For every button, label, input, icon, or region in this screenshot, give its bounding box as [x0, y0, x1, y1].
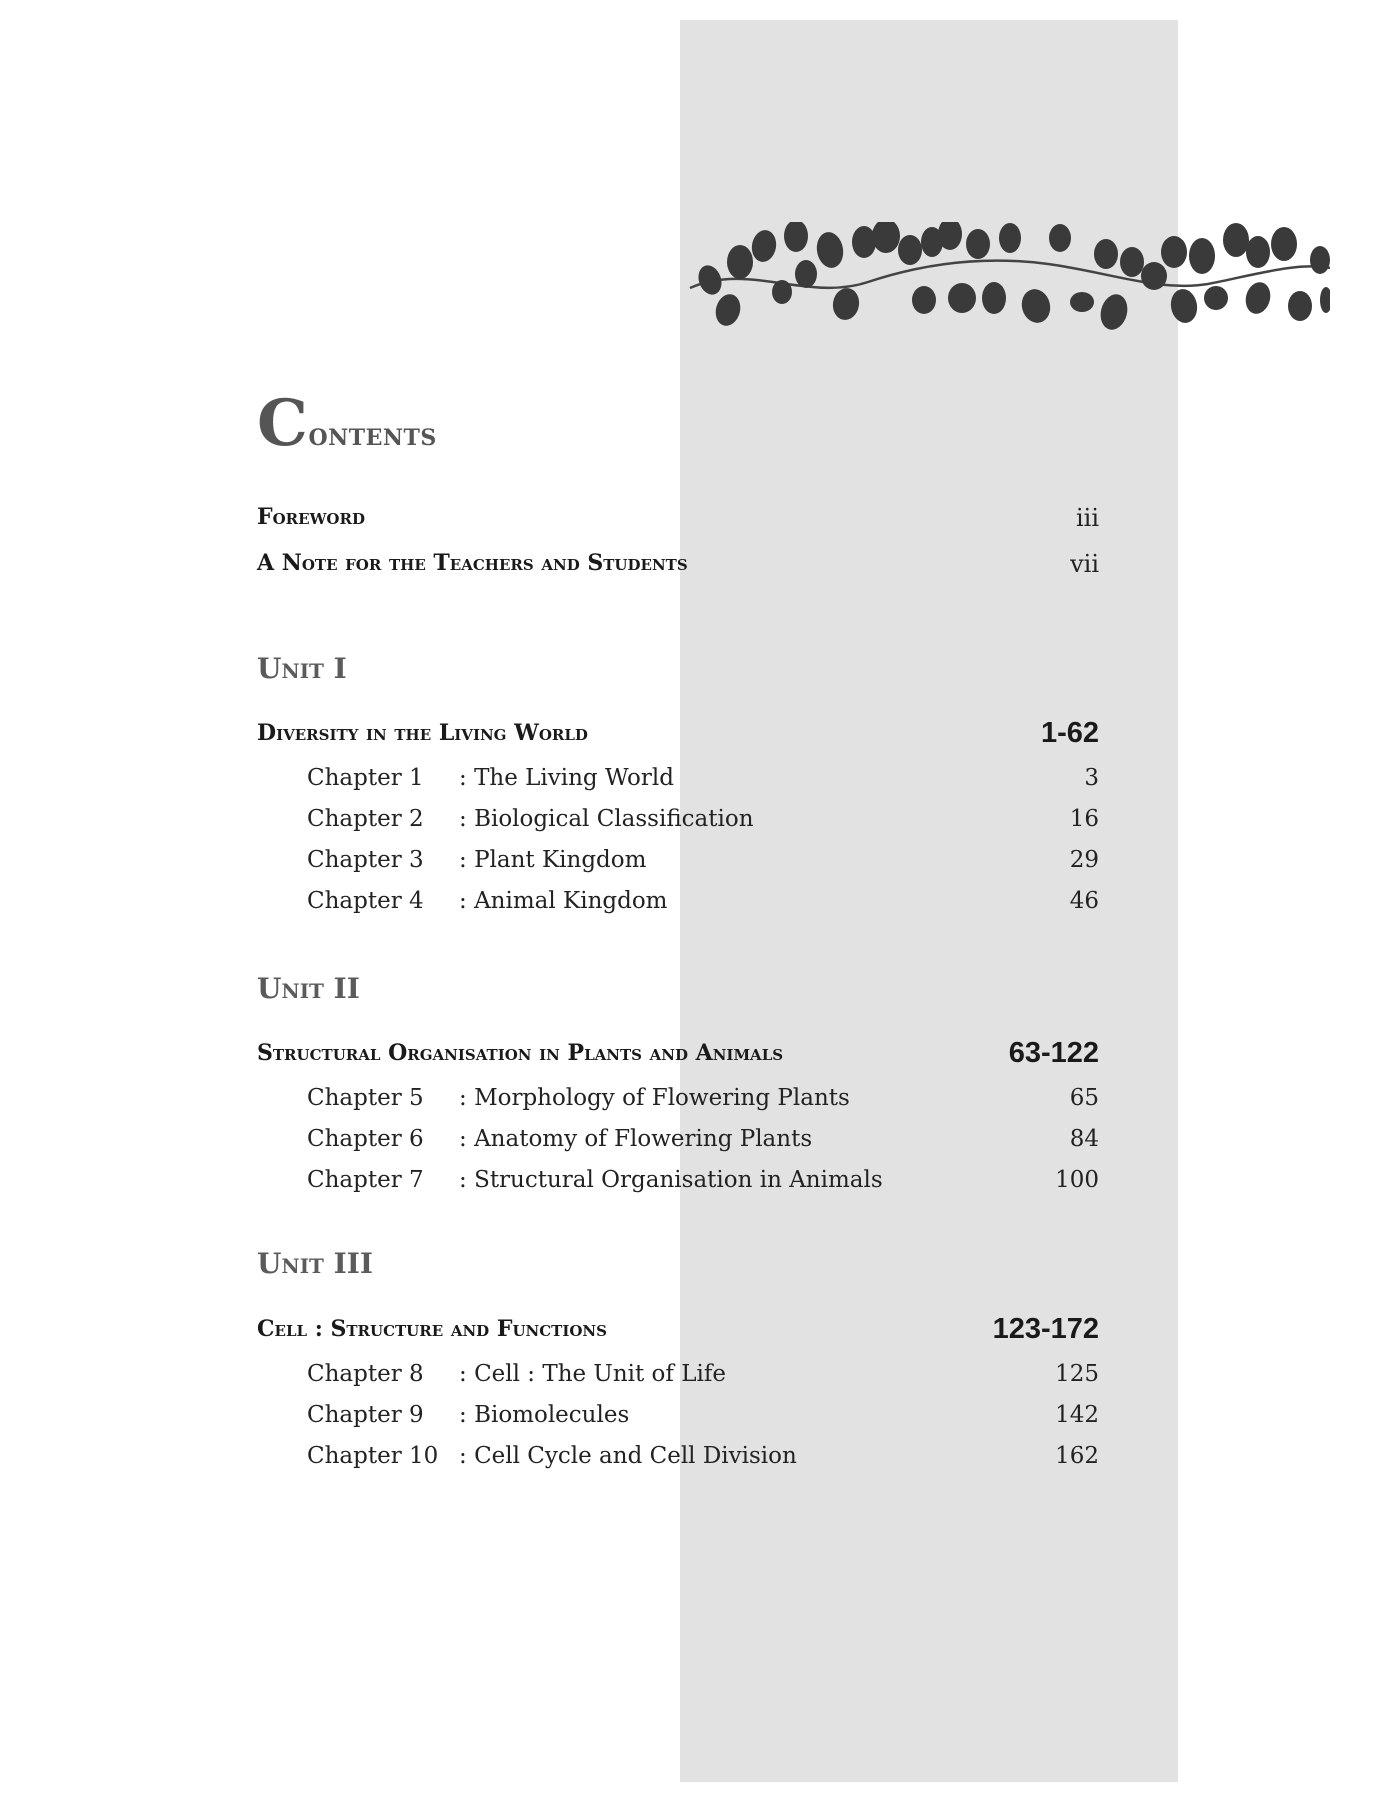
- section-pages: 1-62: [1040, 717, 1099, 749]
- unit-heading: Unit I: [257, 652, 347, 685]
- section-title: Cell : Structure and Functions: [257, 1316, 607, 1342]
- chapter-number: Chapter 8: [307, 1361, 424, 1387]
- toc-entry-label: A Note for the Teachers and Students: [257, 550, 688, 576]
- section-pages: 63-122: [1008, 1037, 1099, 1069]
- unit-heading: Unit III: [257, 1247, 373, 1280]
- toc-chapter[interactable]: Chapter 6 : Anatomy of Flowering Plants 84: [307, 1126, 1099, 1152]
- unit-heading: Unit II: [257, 972, 360, 1005]
- toc-front-note[interactable]: [257, 550, 1099, 590]
- chapter-number: Chapter 9: [307, 1402, 424, 1428]
- leaf-vine-decoration: [688, 222, 1330, 354]
- section-title: Diversity in the Living World: [257, 720, 588, 746]
- toc-entry-page: iii: [1075, 504, 1099, 532]
- chapter-title: Morphology of Flowering Plants: [474, 1085, 850, 1111]
- chapter-number: Chapter 10: [307, 1443, 439, 1469]
- chapter-page: 100: [1055, 1167, 1099, 1193]
- chapter-page: 84: [1069, 1126, 1099, 1152]
- chapter-page: 29: [1069, 847, 1099, 873]
- chapter-page: 65: [1069, 1085, 1099, 1111]
- toc-chapter[interactable]: Chapter 7 : Structural Organisation in Animals 100: [307, 1167, 1099, 1193]
- chapter-page: 16: [1069, 806, 1099, 832]
- chapter-number: Chapter 1: [307, 765, 424, 791]
- chapter-title: The Living World: [474, 765, 674, 791]
- chapter-title: Cell Cycle and Cell Division: [474, 1443, 797, 1469]
- toc-section[interactable]: [257, 717, 1099, 760]
- chapter-number: Chapter 7: [307, 1167, 424, 1193]
- toc-section[interactable]: [257, 1037, 1099, 1080]
- chapter-number: Chapter 3: [307, 847, 424, 873]
- toc-chapter[interactable]: Chapter 2 : Biological Classification 16: [307, 806, 1099, 832]
- toc-section[interactable]: [257, 1313, 1099, 1356]
- toc-entry-page: vii: [1070, 550, 1099, 578]
- chapter-number: Chapter 4: [307, 888, 424, 914]
- chapter-title: Anatomy of Flowering Plants: [474, 1126, 813, 1152]
- page-title: Contents: [257, 386, 437, 461]
- chapter-title: Biological Classification: [474, 806, 754, 832]
- toc-chapter[interactable]: Chapter 5 : Morphology of Flowering Plants 65: [307, 1085, 1099, 1111]
- chapter-page: 162: [1055, 1443, 1099, 1469]
- chapter-page: 3: [1084, 765, 1099, 791]
- toc-chapter[interactable]: Chapter 8 : Cell : The Unit of Life 125: [307, 1361, 1099, 1387]
- toc-chapter[interactable]: Chapter 4 : Animal Kingdom 46: [307, 888, 1099, 914]
- section-pages: 123-172: [992, 1313, 1099, 1345]
- section-title: Structural Organisation in Plants and Animals: [257, 1040, 784, 1066]
- chapter-title: Biomolecules: [474, 1402, 630, 1428]
- chapter-title: Cell : The Unit of Life: [474, 1361, 726, 1387]
- toc-front-foreword[interactable]: [257, 504, 1099, 544]
- chapter-title: Structural Organisation in Animals: [474, 1167, 883, 1193]
- chapter-title: Plant Kingdom: [474, 847, 647, 873]
- toc-entry-label: Foreword: [257, 504, 365, 530]
- chapter-number: Chapter 6: [307, 1126, 424, 1152]
- chapter-number: Chapter 2: [307, 806, 424, 832]
- chapter-title: Animal Kingdom: [474, 888, 668, 914]
- toc-chapter[interactable]: Chapter 9 : Biomolecules 142: [307, 1402, 1099, 1428]
- toc-chapter[interactable]: Chapter 1 : The Living World 3: [307, 765, 1099, 791]
- chapter-page: 142: [1055, 1402, 1099, 1428]
- chapter-page: 125: [1055, 1361, 1099, 1387]
- toc-chapter[interactable]: Chapter 10 : Cell Cycle and Cell Division 162: [307, 1443, 1099, 1469]
- chapter-page: 46: [1069, 888, 1099, 914]
- toc-chapter[interactable]: Chapter 3 : Plant Kingdom 29: [307, 847, 1099, 873]
- chapter-number: Chapter 5: [307, 1085, 424, 1111]
